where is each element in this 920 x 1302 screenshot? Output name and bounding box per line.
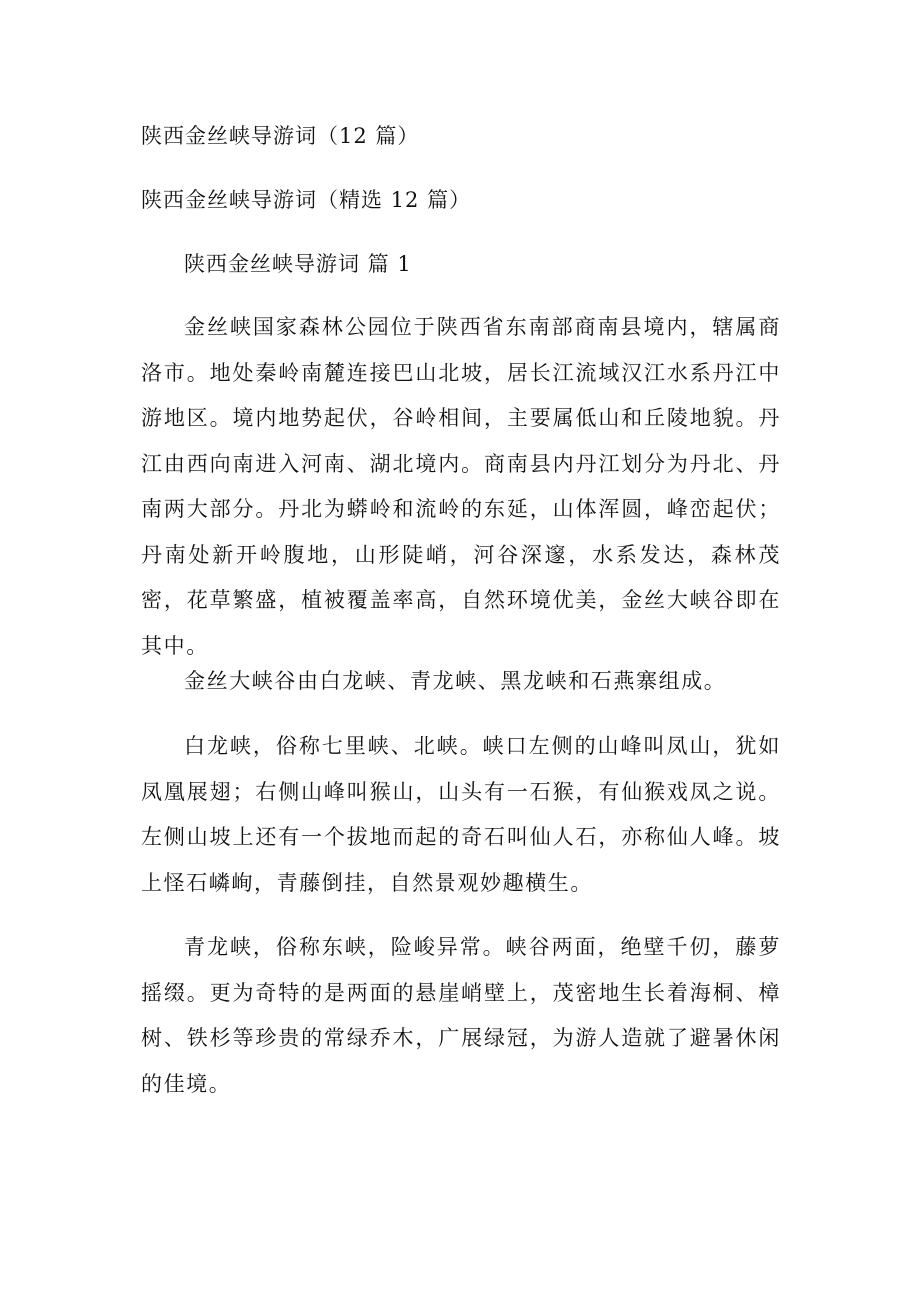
paragraph-1: 金丝峡国家森林公园位于陕西省东南部商南县境内，辖属商洛市。地处秦岭南麓连接巴山北坡，居长江流域汉江水系丹江中游地区。境内地势起伏，谷岭相间，主要属低山和丘陵地貌。丹江由西向南进入河南、湖北境内。商南县内丹江划分为丹北、丹南两大部分。丹北为蟒岭和流岭的东延，山体浑圆，峰峦起伏；丹南处新开岭腹地，山形陡峭，河谷深邃，水系发达，森林茂密，花草繁盛，植被覆盖率高，自然环境优美，金丝大峡谷即在其中。 (141, 315, 781, 658)
paragraph-2: 金丝大峡谷由白龙峡、青龙峡、黑龙峡和石燕寨组成。 (184, 669, 727, 693)
document-title: 陕西金丝峡导游词（12 篇） (141, 124, 420, 148)
section-heading: 陕西金丝峡导游词 篇 1 (184, 252, 412, 276)
paragraph-3: 白龙峡，俗称七里峡、北峡。峡口左侧的山峰叫凤山，犹如凤凰展翅；右侧山峰叫猴山，山头有一石猴，有仙猴戏凤之说。左侧山坡上还有一个拔地而起的奇石叫仙人石，亦称仙人峰。坡上怪石嶙峋，青藤倒挂，自然景观妙趣横生。 (141, 734, 781, 895)
document-subtitle: 陕西金丝峡导游词（精选 12 篇） (141, 188, 472, 212)
paragraph-4: 青龙峡，俗称东峡，险峻异常。峡谷两面，绝壁千仞，藤萝摇缀。更为奇特的是两面的悬崖峭壁上，茂密地生长着海桐、樟树、铁杉等珍贵的常绿乔木，广展绿冠，为游人造就了避暑休闲的佳境。 (141, 935, 781, 1096)
